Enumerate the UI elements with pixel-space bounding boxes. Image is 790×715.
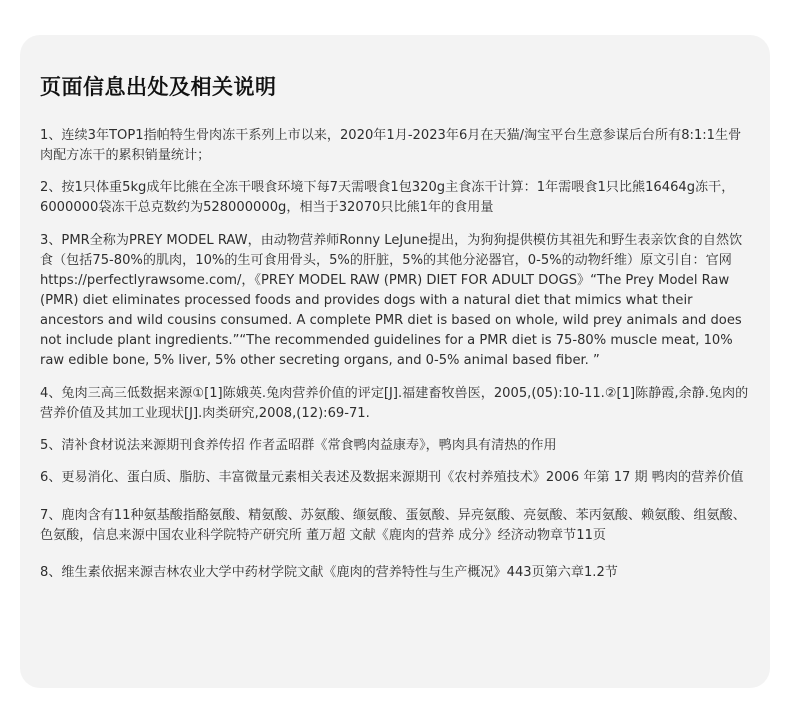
notes-list: [40, 126, 750, 583]
note-item-6: 6、更易消化、蛋白质、脂肪、丰富微量元素相关表述及数据来源期刊《农村养殖技术》2006 年第 17 期 鸭肉的营养价值: [40, 470, 744, 485]
note-item-2: 2、按1只体重5kg成年比熊在全冻干喂食环境下每7天需喂食1包320g主食冻干计算：1年需喂食1只比熊16464g冻干，6000000袋冻干总克数约为528000000g，相当于32070只比熊1年的食用量: [40, 180, 735, 215]
page-title: 页面信息出处及相关说明: [40, 75, 277, 99]
note-item-3: 3、PMR全称为PREY MODEL RAW，由动物营养师Ronny LeJune提出，为狗狗提供模仿其祖先和野生表亲饮食的自然饮食（包括75-80%的肌肉，10%的生可食用骨头，5%的肝脏，5%的其他分泌器官，0-5%的动物纤维）原文引自：官网https://perfectlyrawsome.com/，《PREY MODEL RAW (PMR) DIET FOR ADULT DOGS》“The Prey Model Raw (PMR) diet eliminates processed foods and provides dogs with a natural diet that mimics what their ancestors and wild cousins consumed. A complete PMR diet is based on whole, wild prey animals and does not include plant ingredients.”“The recommended guidelines for a PMR diet is 75-80% muscle meat, 10% raw edible bone, 5% liver, 5% other secreting organs, and 0-5% animal based fiber. ”: [40, 233, 743, 368]
info-card: [20, 35, 770, 688]
note-item-5: 5、清补食材说法来源期刊食养传招 作者孟昭群《常食鸭肉益康寿》，鸭肉具有清热的作用: [40, 438, 557, 453]
note-item-7: 7、鹿肉含有11种氨基酸指酪氨酸、精氨酸、苏氨酸、缬氨酸、蛋氨酸、异亮氨酸、亮氨酸、苯丙氨酸、赖氨酸、组氨酸、色氨酸，信息来源中国农业科学院特产研究所 董万超 文献《鹿肉的营养 成分》经济动物章节11页: [40, 508, 746, 543]
note-item-4: 4、兔肉三高三低数据来源①[1]陈娥英.兔肉营养价值的评定[J].福建畜牧兽医，2005,(05):10-11.②[1]陈静霞,余静.兔肉的营养价值及其加工业现状[J].肉类研究,2008,(12):69-71.: [40, 386, 749, 421]
note-item-8: 8、维生素依据来源吉林农业大学中药材学院文献《鹿肉的营养特性与生产概况》443页第六章1.2节: [40, 565, 618, 580]
note-item-1: 1、连续3年TOP1指帕特生骨肉冻干系列上市以来，2020年1月-2023年6月在天猫/淘宝平台生意参谋后台所有8:1:1生骨肉配方冻干的累积销量统计；: [40, 128, 742, 163]
